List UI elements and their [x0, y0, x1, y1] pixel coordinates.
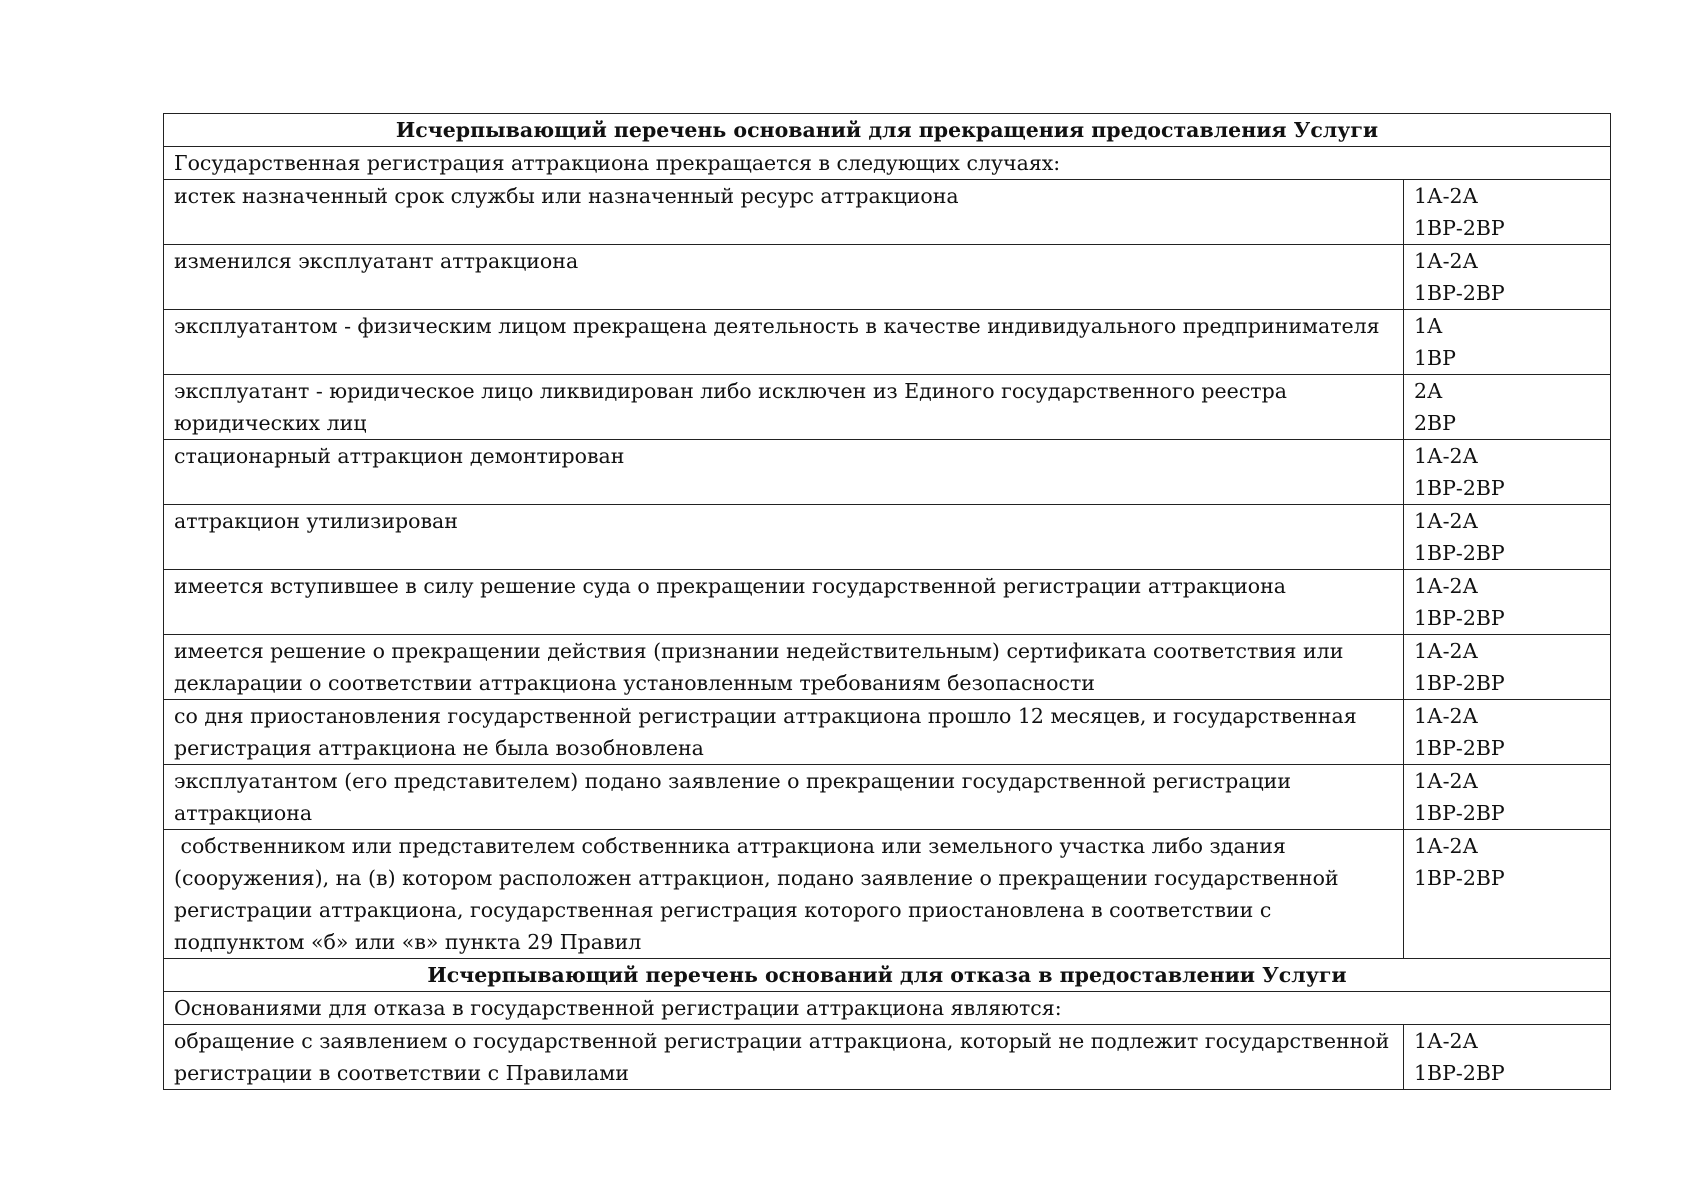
category-code: 1А-2А — [1414, 1029, 1479, 1053]
table-row — [164, 700, 1611, 765]
table-row — [164, 310, 1611, 375]
category-codes-cell — [1404, 830, 1611, 959]
category-codes-cell — [1404, 700, 1611, 765]
category-code: 1ВР-2ВР — [1414, 216, 1505, 240]
ground-text-cell: эксплуатантом (его представителем) подано заявление о прекращении государственной регистрации аттракциона — [164, 765, 1404, 830]
category-code: 1А-2А — [1414, 769, 1479, 793]
table-row — [164, 180, 1611, 245]
category-code: 1ВР — [1414, 346, 1456, 370]
table-row — [164, 1025, 1611, 1090]
table-row — [164, 830, 1611, 959]
category-codes-cell — [1404, 635, 1611, 700]
table-row — [164, 635, 1611, 700]
category-codes-cell — [1404, 1025, 1611, 1090]
category-codes-cell — [1404, 310, 1611, 375]
category-code: 1ВР-2ВР — [1414, 606, 1505, 630]
category-code: 2А — [1414, 379, 1443, 403]
ground-text-cell: собственником или представителем собственника аттракциона или земельного участка либо здания (сооружения), на (в) котором расположен аттракцион, подано заявление о прекращении государственной регистрации аттракциона, государственная регистрация которого приостановлена в соответствии с подпунктом «б» или «в» пункта 29 Правил — [164, 830, 1404, 959]
category-code: 1ВР-2ВР — [1414, 1061, 1505, 1085]
category-code: 1ВР-2ВР — [1414, 736, 1505, 760]
category-codes-cell — [1404, 375, 1611, 440]
category-codes-cell — [1404, 765, 1611, 830]
ground-text-cell: обращение с заявлением о государственной регистрации аттракциона, который не подлежит государственной регистрации в соответствии с Правилами — [164, 1025, 1404, 1090]
section-heading-row — [164, 114, 1611, 147]
section-intro-row — [164, 147, 1611, 180]
table-row — [164, 375, 1611, 440]
category-code: 1А-2А — [1414, 184, 1479, 208]
ground-text-cell: эксплуатант - юридическое лицо ликвидирован либо исключен из Единого государственного реестра юридических лиц — [164, 375, 1404, 440]
category-code: 2ВР — [1414, 411, 1456, 435]
category-code: 1ВР-2ВР — [1414, 801, 1505, 825]
category-code: 1А-2А — [1414, 509, 1479, 533]
category-code: 1ВР-2ВР — [1414, 541, 1505, 565]
section-intro: Основаниями для отказа в государственной регистрации аттракциона являются: — [164, 992, 1611, 1025]
category-code: 1А-2А — [1414, 249, 1479, 273]
grounds-table-body — [164, 114, 1611, 1090]
ground-text-cell: стационарный аттракцион демонтирован — [164, 440, 1404, 505]
category-code: 1А-2А — [1414, 704, 1479, 728]
table-row — [164, 765, 1611, 830]
category-code: 1ВР-2ВР — [1414, 866, 1505, 890]
section-intro: Государственная регистрация аттракциона прекращается в следующих случаях: — [164, 147, 1611, 180]
category-code: 1ВР-2ВР — [1414, 281, 1505, 305]
category-codes-cell — [1404, 245, 1611, 310]
category-code: 1А-2А — [1414, 444, 1479, 468]
ground-text-cell: аттракцион утилизирован — [164, 505, 1404, 570]
ground-text-cell: изменился эксплуатант аттракциона — [164, 245, 1404, 310]
category-codes-cell — [1404, 570, 1611, 635]
ground-text-cell: имеется вступившее в силу решение суда о прекращении государственной регистрации аттракциона — [164, 570, 1404, 635]
grounds-table — [163, 113, 1611, 1090]
category-codes-cell — [1404, 505, 1611, 570]
table-row — [164, 440, 1611, 505]
category-code: 1А-2А — [1414, 574, 1479, 598]
ground-text-cell: имеется решение о прекращении действия (признании недействительным) сертификата соответствия или декларации о соответствии аттракциона установленным требованиям безопасности — [164, 635, 1404, 700]
table-row — [164, 245, 1611, 310]
category-code: 1А — [1414, 314, 1443, 338]
category-code: 1А-2А — [1414, 834, 1479, 858]
section-heading: Исчерпывающий перечень оснований для прекращения предоставления Услуги — [164, 114, 1611, 147]
table-row — [164, 570, 1611, 635]
category-code: 1ВР-2ВР — [1414, 671, 1505, 695]
ground-text-cell: со дня приостановления государственной регистрации аттракциона прошло 12 месяцев, и государственная регистрация аттракциона не была возобновлена — [164, 700, 1404, 765]
section-heading-row — [164, 959, 1611, 992]
section-intro-row — [164, 992, 1611, 1025]
category-codes-cell — [1404, 180, 1611, 245]
category-codes-cell — [1404, 440, 1611, 505]
ground-text-cell: эксплуатантом - физическим лицом прекращена деятельность в качестве индивидуального предпринимателя — [164, 310, 1404, 375]
table-row — [164, 505, 1611, 570]
category-code: 1А-2А — [1414, 639, 1479, 663]
section-heading: Исчерпывающий перечень оснований для отказа в предоставлении Услуги — [164, 959, 1611, 992]
ground-text-cell: истек назначенный срок службы или назначенный ресурс аттракциона — [164, 180, 1404, 245]
category-code: 1ВР-2ВР — [1414, 476, 1505, 500]
document-sheet — [163, 113, 1610, 1090]
